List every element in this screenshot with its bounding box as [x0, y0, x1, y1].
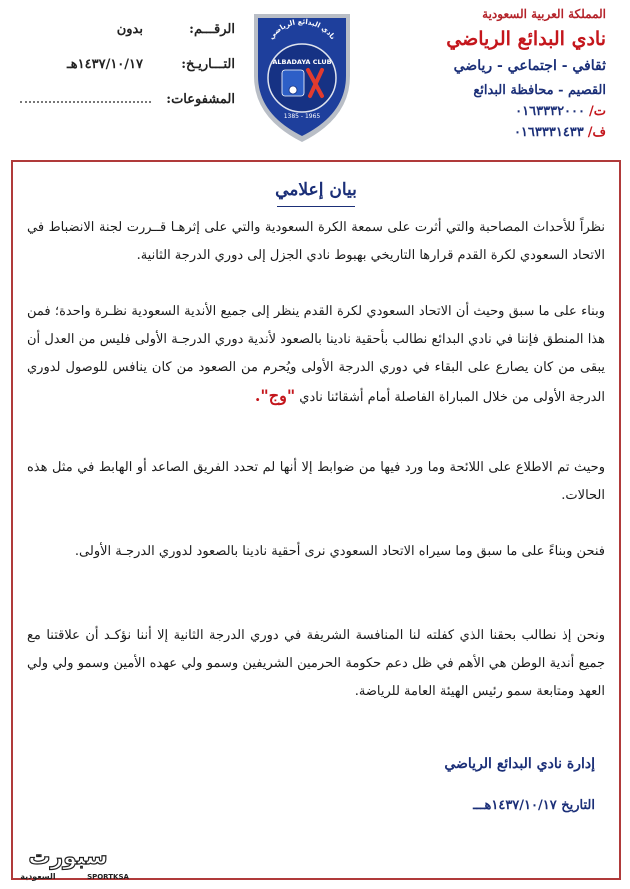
statement-title: بيان إعلامي: [275, 180, 357, 200]
reference-number-label: الرقـــم:: [189, 22, 235, 37]
statement-paragraph-1: نظراً للأحداث المصاحبة والتي أثرت على سمعة الكرة السعودية والتي على إثرهـا قــررت لجنة الانضباط في الاتحاد السعودي لكرة القدم قرارها التاريخي بهبوط نادي الجزل إلى دوري الدرجة الثانية.: [27, 220, 605, 263]
reference-date-label: التـــاريـخ:: [181, 57, 235, 72]
highlighted-club-name: "وج".: [254, 386, 296, 405]
statement-frame: [11, 160, 621, 880]
title-underline: [277, 206, 355, 207]
reference-attachments-row: [20, 92, 235, 127]
attachments-dotted-line: [20, 93, 151, 103]
watermark-sub-text: السعودية: [20, 872, 56, 881]
statement-date: التاريخ ١٤٣٧/١٠/١٧هـــ: [473, 798, 595, 813]
logo-years: 1385 - 1965: [283, 113, 321, 120]
watermark-tag: SPORTKSA: [87, 873, 129, 881]
club-name: نادي البدائع الرياضي: [446, 28, 606, 50]
statement-paragraph-4: فنحن وبناءً على ما سبق وما سيراه الاتحاد السعودي نرى أحقية نادينا بالصعود لدوري الدرجـة الأولى.: [74, 544, 605, 559]
watermark-main-text: سبورت: [28, 845, 108, 870]
reference-date-value: ١٤٣٧/١٠/١٧هـ: [66, 57, 143, 72]
fax-number: ٠١٦٣٣٣١٤٣٣: [513, 125, 584, 140]
phone-row: [416, 101, 606, 122]
letterhead: [0, 0, 630, 155]
management-signature: إدارة نادي البدائع الرياضي: [444, 756, 595, 772]
reference-date-row: [20, 57, 235, 92]
sport-watermark-logo: [8, 842, 143, 884]
statement-paragraph-2-text: وبناء على ما سبق وحيث أن الاتحاد السعودي لكرة القدم ينظر إلى جميع الأندية السعودية نظـرة واحدة؛ فمن هذا المنطق فإننا في نادي البدائع نطالب بأحقية نادينا بالصعود لأندية دوري الدرجـة الأولى فليس من العدل أن يبقى من كان يصارع على البقاء في دوري الدرجة الأولى ويُحرم من الصعود من كان ينافس للوصول لدوري الدرجة الأولى من خلال المباراة الفاصلة أمام أشقائنا نادي: [27, 304, 605, 405]
reference-block: [20, 22, 235, 127]
fax-label: ف/: [587, 125, 606, 140]
kingdom-name: المملكة العربية السعودية: [482, 7, 606, 21]
phone-label: ت/: [589, 104, 606, 119]
reference-number-row: [20, 22, 235, 57]
logo-arabic-text: نادي البدائع الرياضي: [267, 17, 337, 42]
statement-paragraph-5: ونحن إذ نطالب بحقنا الذي كفلته لنا المنافسة الشريفة في دوري الدرجة الثانية إلا أننا نؤكـد أن علاقتنا مع جميع أندية الوطن هي الأهم في ظل دعم حكومة الحرمين الشريفين وسمو ولي عهده الأمين وسمو ولي ولي العهد ومتابعة سمو رئيس الهيئة العامة للرياضة.: [27, 628, 605, 699]
statement-paragraph-3: وحيث تم الاطلاع على اللائحة وما ورد فيها من ضوابط إلا أنها لم تحدد الفريق الصاعد أو الهابط في مثل هذه الحالات.: [27, 460, 605, 503]
club-info: [416, 6, 606, 143]
club-activities: ثقافي - اجتماعي - رياضي: [453, 58, 606, 74]
club-logo: [248, 6, 356, 146]
reference-number-value: بدون: [116, 22, 143, 37]
reference-attachments-label: المشفوعات:: [166, 92, 235, 107]
statement-paragraph-2: [27, 298, 605, 412]
logo-latin-text: ALBADAYA CLUB: [272, 58, 332, 66]
fax-row: [416, 122, 606, 143]
phone-number: ٠١٦٣٣٣٢٠٠٠: [515, 104, 585, 119]
club-location: القصيم - محافظة البدائع: [473, 83, 606, 98]
